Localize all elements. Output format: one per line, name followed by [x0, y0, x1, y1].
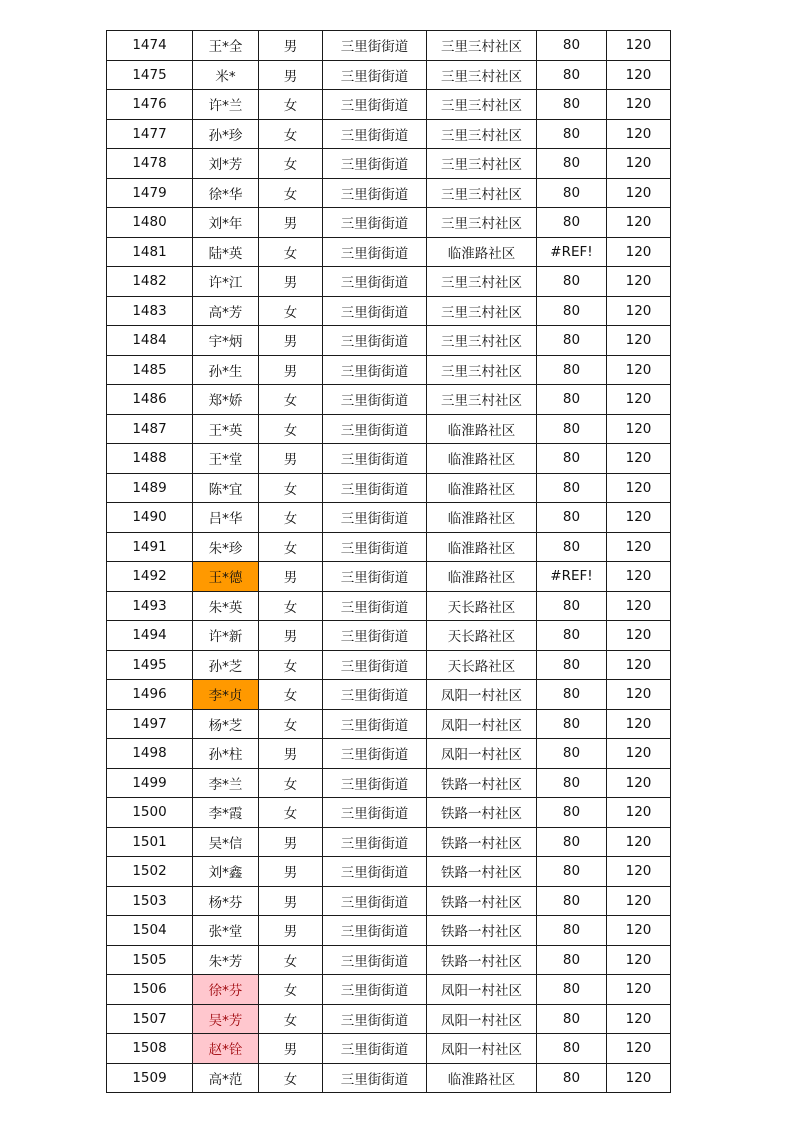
row-id-cell: 1479	[107, 178, 193, 208]
gender-cell: 女	[259, 532, 323, 562]
community-cell: 临淮路社区	[427, 237, 537, 267]
total-cell: 120	[607, 945, 671, 975]
table-row	[107, 945, 671, 975]
amount-cell: 80	[537, 326, 607, 356]
total-cell: 120	[607, 768, 671, 798]
street-cell: 三里街街道	[323, 916, 427, 946]
amount-cell: 80	[537, 621, 607, 651]
total-cell: 120	[607, 178, 671, 208]
amount-cell: 80	[537, 739, 607, 769]
total-cell: 120	[607, 326, 671, 356]
table-row	[107, 90, 671, 120]
amount-cell: 80	[537, 975, 607, 1005]
table-row	[107, 650, 671, 680]
community-cell: 铁路一村社区	[427, 886, 537, 916]
total-cell: 120	[607, 90, 671, 120]
name-cell: 李*兰	[193, 768, 259, 798]
amount-cell: #REF!	[537, 562, 607, 592]
name-cell: 孙*柱	[193, 739, 259, 769]
gender-cell: 女	[259, 1004, 323, 1034]
row-id-cell: 1504	[107, 916, 193, 946]
roster-table	[106, 30, 671, 1093]
name-cell: 刘*芳	[193, 149, 259, 179]
row-id-cell: 1482	[107, 267, 193, 297]
amount-cell: #REF!	[537, 237, 607, 267]
amount-cell: 80	[537, 208, 607, 238]
table-row	[107, 444, 671, 474]
table-row	[107, 1034, 671, 1064]
gender-cell: 女	[259, 119, 323, 149]
name-cell: 徐*芬	[193, 975, 259, 1005]
name-cell: 李*贞	[193, 680, 259, 710]
name-cell: 朱*芳	[193, 945, 259, 975]
total-cell: 120	[607, 1063, 671, 1093]
table-row	[107, 827, 671, 857]
total-cell: 120	[607, 385, 671, 415]
gender-cell: 女	[259, 975, 323, 1005]
street-cell: 三里街街道	[323, 414, 427, 444]
row-id-cell: 1476	[107, 90, 193, 120]
community-cell: 凤阳一村社区	[427, 739, 537, 769]
community-cell: 临淮路社区	[427, 414, 537, 444]
name-cell: 宇*炳	[193, 326, 259, 356]
community-cell: 凤阳一村社区	[427, 709, 537, 739]
row-id-cell: 1495	[107, 650, 193, 680]
community-cell: 三里三村社区	[427, 385, 537, 415]
name-cell: 王*德	[193, 562, 259, 592]
amount-cell: 80	[537, 680, 607, 710]
row-id-cell: 1498	[107, 739, 193, 769]
table-row	[107, 267, 671, 297]
street-cell: 三里街街道	[323, 503, 427, 533]
community-cell: 三里三村社区	[427, 208, 537, 238]
amount-cell: 80	[537, 857, 607, 887]
total-cell: 120	[607, 886, 671, 916]
street-cell: 三里街街道	[323, 31, 427, 61]
amount-cell: 80	[537, 355, 607, 385]
name-cell: 王*全	[193, 31, 259, 61]
total-cell: 120	[607, 267, 671, 297]
row-id-cell: 1496	[107, 680, 193, 710]
table-row	[107, 621, 671, 651]
community-cell: 铁路一村社区	[427, 768, 537, 798]
name-cell: 朱*英	[193, 591, 259, 621]
total-cell: 120	[607, 414, 671, 444]
total-cell: 120	[607, 562, 671, 592]
community-cell: 天长路社区	[427, 621, 537, 651]
community-cell: 铁路一村社区	[427, 798, 537, 828]
row-id-cell: 1506	[107, 975, 193, 1005]
table-row	[107, 739, 671, 769]
name-cell: 郑*娇	[193, 385, 259, 415]
gender-cell: 男	[259, 916, 323, 946]
total-cell: 120	[607, 296, 671, 326]
community-cell: 铁路一村社区	[427, 827, 537, 857]
amount-cell: 80	[537, 1034, 607, 1064]
amount-cell: 80	[537, 178, 607, 208]
total-cell: 120	[607, 680, 671, 710]
community-cell: 临淮路社区	[427, 503, 537, 533]
total-cell: 120	[607, 975, 671, 1005]
street-cell: 三里街街道	[323, 1004, 427, 1034]
amount-cell: 80	[537, 650, 607, 680]
table-row	[107, 503, 671, 533]
total-cell: 120	[607, 444, 671, 474]
street-cell: 三里街街道	[323, 1034, 427, 1064]
gender-cell: 女	[259, 680, 323, 710]
table-row	[107, 798, 671, 828]
total-cell: 120	[607, 503, 671, 533]
total-cell: 120	[607, 857, 671, 887]
name-cell: 杨*芝	[193, 709, 259, 739]
community-cell: 三里三村社区	[427, 355, 537, 385]
street-cell: 三里街街道	[323, 444, 427, 474]
total-cell: 120	[607, 532, 671, 562]
gender-cell: 女	[259, 650, 323, 680]
name-cell: 许*新	[193, 621, 259, 651]
name-cell: 杨*芬	[193, 886, 259, 916]
total-cell: 120	[607, 31, 671, 61]
street-cell: 三里街街道	[323, 296, 427, 326]
gender-cell: 男	[259, 857, 323, 887]
total-cell: 120	[607, 650, 671, 680]
table-row	[107, 296, 671, 326]
amount-cell: 80	[537, 798, 607, 828]
row-id-cell: 1505	[107, 945, 193, 975]
amount-cell: 80	[537, 1063, 607, 1093]
table-row	[107, 975, 671, 1005]
row-id-cell: 1491	[107, 532, 193, 562]
table-row	[107, 31, 671, 61]
gender-cell: 男	[259, 267, 323, 297]
roster-table-body	[107, 31, 671, 1093]
row-id-cell: 1501	[107, 827, 193, 857]
street-cell: 三里街街道	[323, 975, 427, 1005]
amount-cell: 80	[537, 90, 607, 120]
amount-cell: 80	[537, 532, 607, 562]
total-cell: 120	[607, 591, 671, 621]
amount-cell: 80	[537, 886, 607, 916]
row-id-cell: 1484	[107, 326, 193, 356]
amount-cell: 80	[537, 916, 607, 946]
total-cell: 120	[607, 355, 671, 385]
community-cell: 三里三村社区	[427, 60, 537, 90]
table-row	[107, 532, 671, 562]
amount-cell: 80	[537, 119, 607, 149]
total-cell: 120	[607, 916, 671, 946]
community-cell: 临淮路社区	[427, 444, 537, 474]
street-cell: 三里街街道	[323, 739, 427, 769]
name-cell: 米*	[193, 60, 259, 90]
street-cell: 三里街街道	[323, 90, 427, 120]
name-cell: 孙*珍	[193, 119, 259, 149]
row-id-cell: 1475	[107, 60, 193, 90]
table-row	[107, 916, 671, 946]
name-cell: 王*堂	[193, 444, 259, 474]
table-row	[107, 355, 671, 385]
table-row	[107, 326, 671, 356]
row-id-cell: 1487	[107, 414, 193, 444]
total-cell: 120	[607, 1004, 671, 1034]
street-cell: 三里街街道	[323, 945, 427, 975]
table-row	[107, 473, 671, 503]
gender-cell: 男	[259, 886, 323, 916]
street-cell: 三里街街道	[323, 178, 427, 208]
name-cell: 许*兰	[193, 90, 259, 120]
gender-cell: 女	[259, 473, 323, 503]
gender-cell: 女	[259, 178, 323, 208]
table-row	[107, 60, 671, 90]
row-id-cell: 1486	[107, 385, 193, 415]
total-cell: 120	[607, 739, 671, 769]
table-row	[107, 680, 671, 710]
amount-cell: 80	[537, 149, 607, 179]
row-id-cell: 1503	[107, 886, 193, 916]
community-cell: 三里三村社区	[427, 267, 537, 297]
row-id-cell: 1478	[107, 149, 193, 179]
total-cell: 120	[607, 1034, 671, 1064]
row-id-cell: 1494	[107, 621, 193, 651]
street-cell: 三里街街道	[323, 326, 427, 356]
table-row	[107, 562, 671, 592]
row-id-cell: 1509	[107, 1063, 193, 1093]
community-cell: 凤阳一村社区	[427, 975, 537, 1005]
name-cell: 吴*信	[193, 827, 259, 857]
community-cell: 三里三村社区	[427, 90, 537, 120]
table-row	[107, 591, 671, 621]
street-cell: 三里街街道	[323, 886, 427, 916]
gender-cell: 女	[259, 591, 323, 621]
community-cell: 三里三村社区	[427, 149, 537, 179]
table-row	[107, 119, 671, 149]
row-id-cell: 1493	[107, 591, 193, 621]
amount-cell: 80	[537, 709, 607, 739]
table-row	[107, 385, 671, 415]
community-cell: 天长路社区	[427, 591, 537, 621]
row-id-cell: 1490	[107, 503, 193, 533]
community-cell: 临淮路社区	[427, 532, 537, 562]
name-cell: 徐*华	[193, 178, 259, 208]
name-cell: 高*芳	[193, 296, 259, 326]
name-cell: 吕*华	[193, 503, 259, 533]
name-cell: 孙*芝	[193, 650, 259, 680]
name-cell: 赵*铨	[193, 1034, 259, 1064]
gender-cell: 女	[259, 149, 323, 179]
street-cell: 三里街街道	[323, 532, 427, 562]
table-row	[107, 149, 671, 179]
gender-cell: 男	[259, 60, 323, 90]
gender-cell: 女	[259, 798, 323, 828]
name-cell: 刘*鑫	[193, 857, 259, 887]
gender-cell: 女	[259, 1063, 323, 1093]
gender-cell: 女	[259, 414, 323, 444]
gender-cell: 男	[259, 355, 323, 385]
street-cell: 三里街街道	[323, 237, 427, 267]
row-id-cell: 1508	[107, 1034, 193, 1064]
gender-cell: 男	[259, 621, 323, 651]
name-cell: 孙*生	[193, 355, 259, 385]
total-cell: 120	[607, 827, 671, 857]
community-cell: 三里三村社区	[427, 31, 537, 61]
amount-cell: 80	[537, 503, 607, 533]
amount-cell: 80	[537, 945, 607, 975]
name-cell: 王*英	[193, 414, 259, 444]
community-cell: 临淮路社区	[427, 473, 537, 503]
amount-cell: 80	[537, 473, 607, 503]
table-row	[107, 857, 671, 887]
table-row	[107, 237, 671, 267]
community-cell: 三里三村社区	[427, 178, 537, 208]
amount-cell: 80	[537, 1004, 607, 1034]
street-cell: 三里街街道	[323, 827, 427, 857]
row-id-cell: 1480	[107, 208, 193, 238]
street-cell: 三里街街道	[323, 267, 427, 297]
street-cell: 三里街街道	[323, 562, 427, 592]
name-cell: 张*堂	[193, 916, 259, 946]
street-cell: 三里街街道	[323, 709, 427, 739]
table-row	[107, 414, 671, 444]
table-row	[107, 208, 671, 238]
row-id-cell: 1474	[107, 31, 193, 61]
street-cell: 三里街街道	[323, 680, 427, 710]
table-row	[107, 768, 671, 798]
name-cell: 朱*珍	[193, 532, 259, 562]
row-id-cell: 1499	[107, 768, 193, 798]
gender-cell: 男	[259, 326, 323, 356]
gender-cell: 男	[259, 562, 323, 592]
table-row	[107, 1004, 671, 1034]
total-cell: 120	[607, 709, 671, 739]
name-cell: 刘*年	[193, 208, 259, 238]
row-id-cell: 1492	[107, 562, 193, 592]
name-cell: 陆*英	[193, 237, 259, 267]
amount-cell: 80	[537, 768, 607, 798]
row-id-cell: 1497	[107, 709, 193, 739]
name-cell: 许*江	[193, 267, 259, 297]
street-cell: 三里街街道	[323, 119, 427, 149]
street-cell: 三里街街道	[323, 385, 427, 415]
gender-cell: 女	[259, 296, 323, 326]
street-cell: 三里街街道	[323, 768, 427, 798]
community-cell: 凤阳一村社区	[427, 1034, 537, 1064]
amount-cell: 80	[537, 414, 607, 444]
table-row	[107, 709, 671, 739]
gender-cell: 女	[259, 237, 323, 267]
table-row	[107, 886, 671, 916]
amount-cell: 80	[537, 60, 607, 90]
street-cell: 三里街街道	[323, 355, 427, 385]
street-cell: 三里街街道	[323, 857, 427, 887]
total-cell: 120	[607, 208, 671, 238]
amount-cell: 80	[537, 444, 607, 474]
gender-cell: 女	[259, 945, 323, 975]
street-cell: 三里街街道	[323, 1063, 427, 1093]
gender-cell: 女	[259, 503, 323, 533]
row-id-cell: 1500	[107, 798, 193, 828]
community-cell: 三里三村社区	[427, 326, 537, 356]
total-cell: 120	[607, 621, 671, 651]
gender-cell: 男	[259, 827, 323, 857]
total-cell: 120	[607, 149, 671, 179]
amount-cell: 80	[537, 296, 607, 326]
row-id-cell: 1477	[107, 119, 193, 149]
gender-cell: 女	[259, 768, 323, 798]
gender-cell: 女	[259, 709, 323, 739]
name-cell: 吴*芳	[193, 1004, 259, 1034]
community-cell: 临淮路社区	[427, 562, 537, 592]
row-id-cell: 1483	[107, 296, 193, 326]
street-cell: 三里街街道	[323, 60, 427, 90]
row-id-cell: 1489	[107, 473, 193, 503]
row-id-cell: 1481	[107, 237, 193, 267]
gender-cell: 男	[259, 444, 323, 474]
street-cell: 三里街街道	[323, 591, 427, 621]
street-cell: 三里街街道	[323, 621, 427, 651]
gender-cell: 女	[259, 385, 323, 415]
street-cell: 三里街街道	[323, 149, 427, 179]
amount-cell: 80	[537, 591, 607, 621]
community-cell: 三里三村社区	[427, 296, 537, 326]
community-cell: 铁路一村社区	[427, 857, 537, 887]
table-row	[107, 1063, 671, 1093]
amount-cell: 80	[537, 267, 607, 297]
street-cell: 三里街街道	[323, 473, 427, 503]
gender-cell: 男	[259, 31, 323, 61]
amount-cell: 80	[537, 31, 607, 61]
community-cell: 凤阳一村社区	[427, 680, 537, 710]
name-cell: 李*霞	[193, 798, 259, 828]
amount-cell: 80	[537, 827, 607, 857]
community-cell: 天长路社区	[427, 650, 537, 680]
street-cell: 三里街街道	[323, 650, 427, 680]
total-cell: 120	[607, 60, 671, 90]
gender-cell: 男	[259, 739, 323, 769]
row-id-cell: 1488	[107, 444, 193, 474]
community-cell: 临淮路社区	[427, 1063, 537, 1093]
street-cell: 三里街街道	[323, 798, 427, 828]
total-cell: 120	[607, 237, 671, 267]
row-id-cell: 1507	[107, 1004, 193, 1034]
table-row	[107, 178, 671, 208]
gender-cell: 男	[259, 1034, 323, 1064]
amount-cell: 80	[537, 385, 607, 415]
community-cell: 三里三村社区	[427, 119, 537, 149]
community-cell: 凤阳一村社区	[427, 1004, 537, 1034]
total-cell: 120	[607, 473, 671, 503]
name-cell: 陈*宜	[193, 473, 259, 503]
total-cell: 120	[607, 119, 671, 149]
community-cell: 铁路一村社区	[427, 945, 537, 975]
community-cell: 铁路一村社区	[427, 916, 537, 946]
gender-cell: 男	[259, 208, 323, 238]
name-cell: 高*范	[193, 1063, 259, 1093]
row-id-cell: 1502	[107, 857, 193, 887]
gender-cell: 女	[259, 90, 323, 120]
row-id-cell: 1485	[107, 355, 193, 385]
total-cell: 120	[607, 798, 671, 828]
street-cell: 三里街街道	[323, 208, 427, 238]
